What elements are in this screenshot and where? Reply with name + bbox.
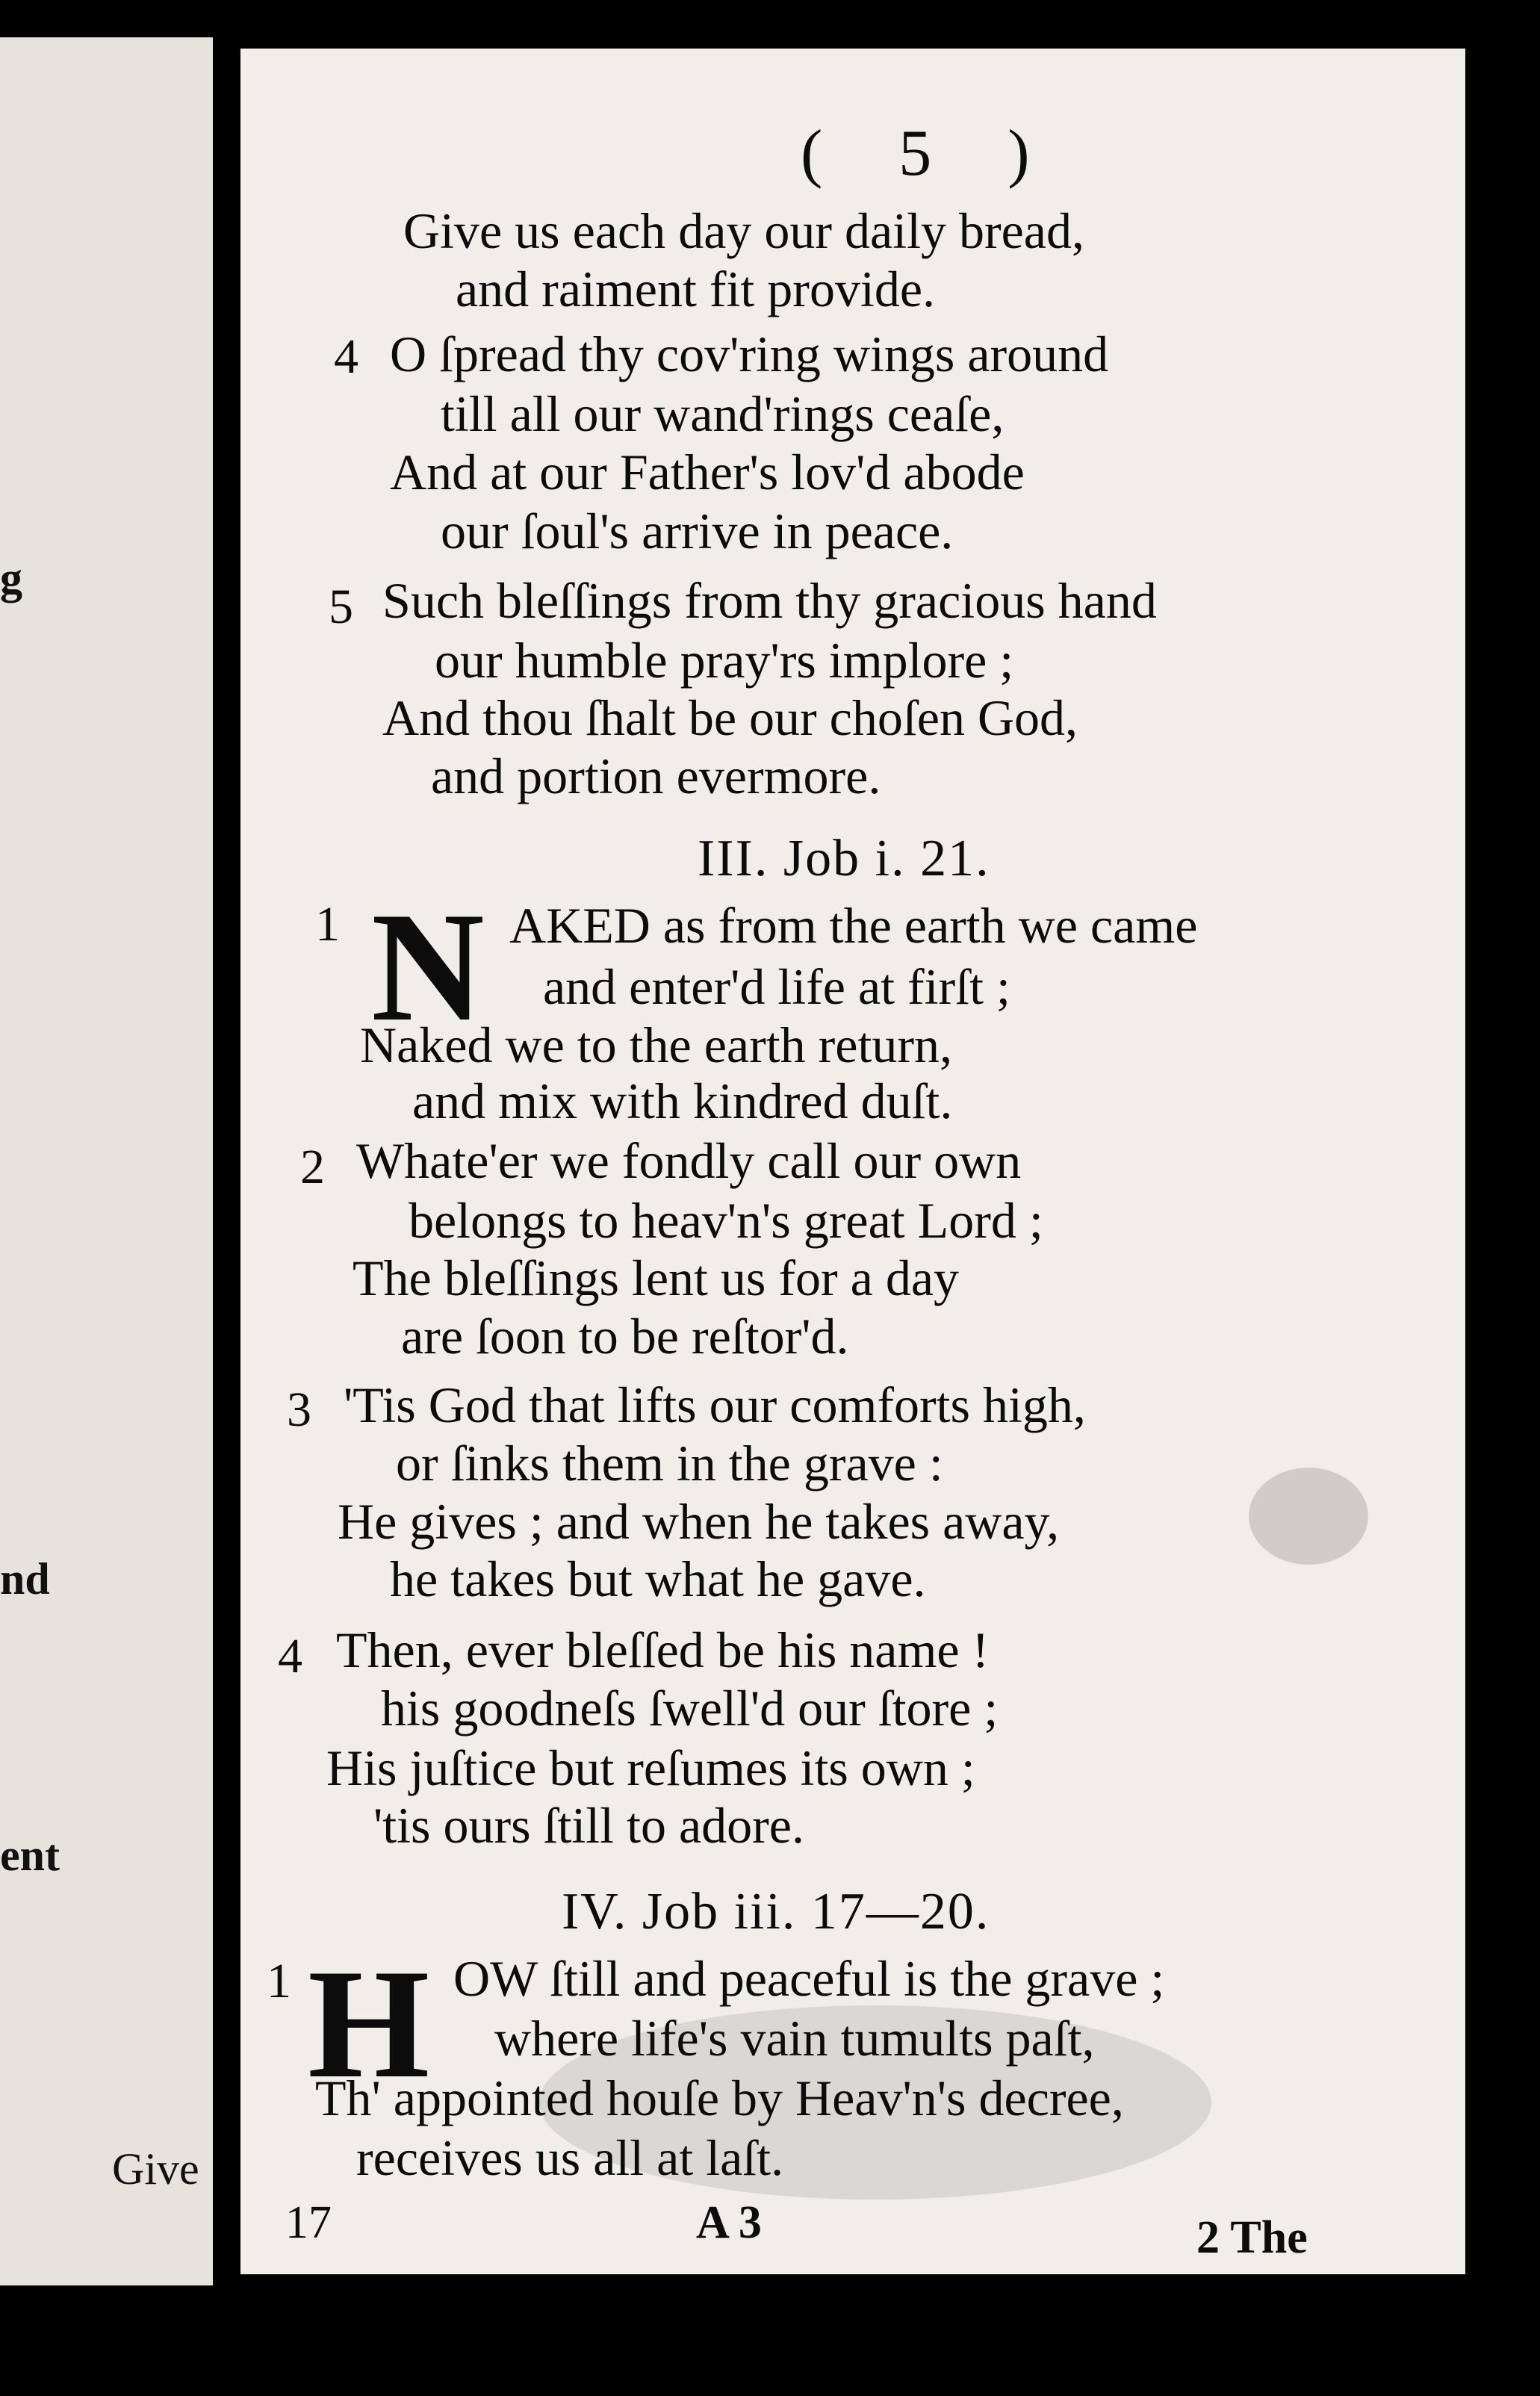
verse-line: Give us each day our daily bread,	[403, 202, 1084, 259]
verse-line: are ſoon to be reſtor'd.	[401, 1308, 849, 1365]
paper-stain	[1249, 1468, 1368, 1565]
verse-line: Such bleſſings from thy gracious hand	[382, 572, 1157, 629]
verse-line: Naked we to the earth return,	[360, 1017, 952, 1073]
drop-cap: N	[371, 881, 485, 1054]
verse-line: The bleſſings lent us for a day	[353, 1250, 960, 1306]
book-gutter	[213, 0, 243, 2396]
catchword: 2 The	[1196, 2212, 1308, 2263]
verse-line: or ſinks them in the grave :	[396, 1435, 943, 1492]
verse-line: our humble pray'rs implore ;	[435, 632, 1014, 689]
verse-line: Then, ever bleſſed be his name !	[336, 1621, 990, 1678]
verse-line: his goodneſs ſwell'd our ſtore ;	[381, 1680, 999, 1737]
verse-line: His juſtice but reſumes its own ;	[326, 1739, 975, 1796]
main-page	[240, 49, 1465, 2274]
left-fragment: ent	[0, 1831, 60, 1880]
verse-line: till all our wand'rings ceaſe,	[441, 385, 1005, 442]
hymn-heading: III. Job i. 21.	[698, 830, 990, 887]
stanza-number: 5	[329, 580, 353, 634]
verse-line: our ſoul's arrive in peace.	[441, 503, 954, 559]
stanza-number: 2	[300, 1140, 325, 1194]
verse-line: 'tis ours ſtill to adore.	[373, 1797, 804, 1854]
verse-line: belongs to heav'n's great Lord ;	[409, 1192, 1043, 1249]
left-fragment: Give	[112, 2144, 199, 2194]
verse-line: O ſpread thy cov'ring wings around	[390, 326, 1109, 382]
stanza-number: 1	[315, 897, 340, 952]
signature-mark: A 3	[696, 2197, 762, 2248]
drop-cap: H	[308, 1937, 430, 2111]
left-fragment: nd	[0, 1554, 50, 1604]
verse-line: And at our Father's lov'd abode	[390, 444, 1025, 500]
verse-line: and mix with kindred duſt.	[412, 1073, 953, 1129]
verse-line: and portion evermore.	[431, 748, 881, 804]
page-number: ( 5 )	[801, 117, 1060, 190]
verse-line: Th' appointed houſe by Heav'n's decree,	[315, 2070, 1124, 2126]
verse-line: he takes but what he gave.	[390, 1551, 926, 1607]
verse-line: and raiment fit provide.	[456, 261, 936, 317]
left-page-fragment	[0, 37, 213, 2285]
verse-line: where life's vain tumults paſt,	[494, 2010, 1095, 2067]
footer-number: 17	[285, 2197, 332, 2248]
stanza-number: 4	[278, 1629, 302, 1683]
stanza-number: 4	[334, 329, 358, 384]
verse-line: 'Tis God that lifts our comforts high,	[344, 1377, 1086, 1433]
stanza-number: 3	[287, 1382, 311, 1437]
hymn-heading: IV. Job iii. 17—20.	[562, 1883, 990, 1940]
verse-line: AKED as from the earth we came	[509, 897, 1198, 954]
verse-line: OW ſtill and peaceful is the grave ;	[453, 1950, 1165, 2007]
verse-line: receives us all at laſt.	[356, 2129, 784, 2186]
left-fragment: g	[0, 553, 22, 603]
stanza-number: 1	[267, 1954, 291, 2008]
verse-line: Whate'er we fondly call our own	[356, 1132, 1022, 1189]
verse-line: and enter'd life at firſt ;	[543, 958, 1010, 1015]
verse-line: He gives ; and when he takes away,	[338, 1493, 1060, 1550]
verse-line: And thou ſhalt be our choſen God,	[382, 689, 1078, 746]
